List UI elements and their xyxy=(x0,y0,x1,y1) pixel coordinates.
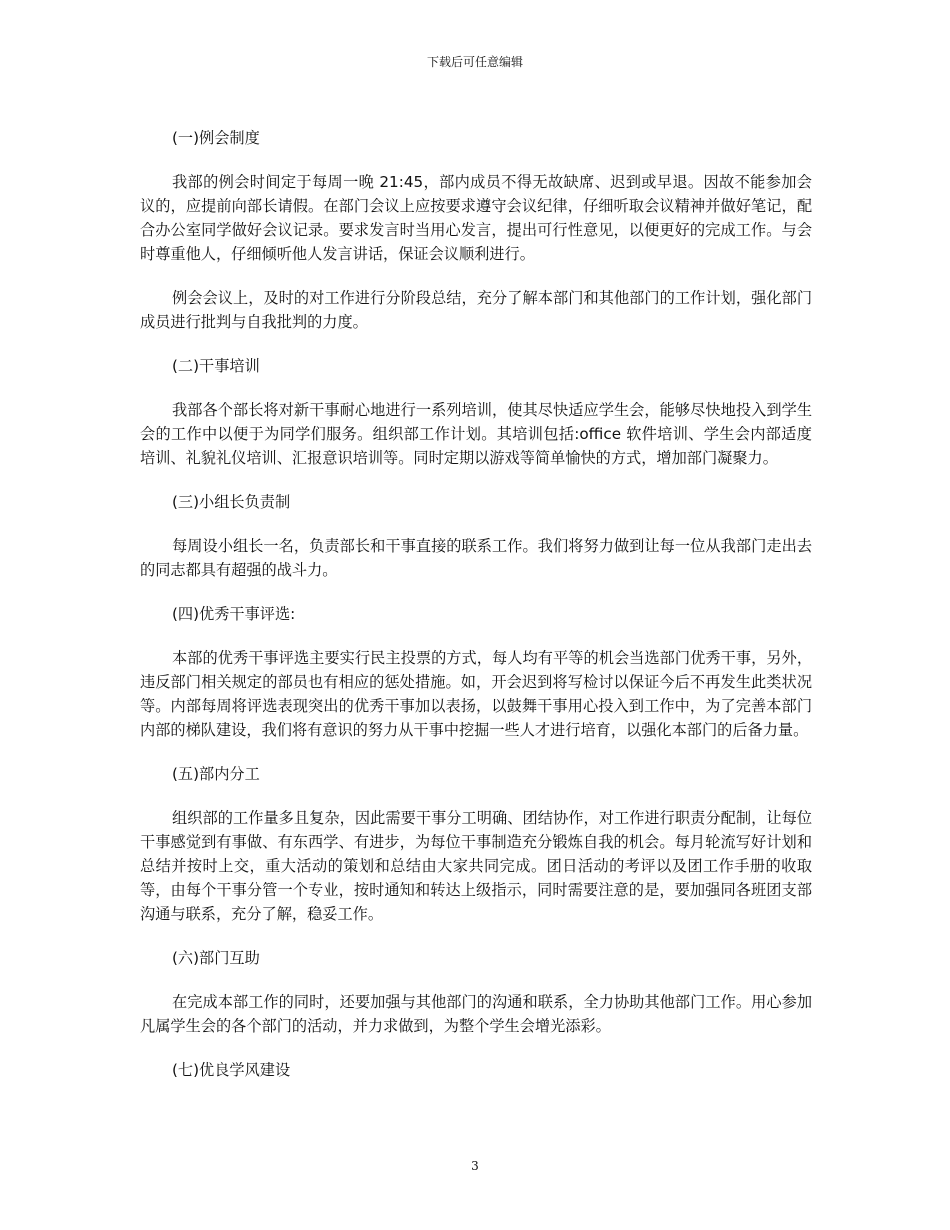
document-body xyxy=(140,126,812,1102)
section-regular-meeting xyxy=(140,126,812,334)
section-heading: (六)部门互助 xyxy=(172,949,260,967)
paragraph: 我部各个部长将对新干事耐心地进行一系列培训，使其尽快适应学生会，能够尽快地投入到学生会的工作中以便于为同学们服务。组织部工作计划。其培训包括:office 软件培训、学生会内部适度培训、礼貌礼仪培训、汇报意识培训等。同时定期以游戏等简单愉快的方式，增加部门凝聚力。 xyxy=(140,401,812,467)
section-excellent-staff xyxy=(140,602,812,742)
paragraph: 本部的优秀干事评选主要实行民主投票的方式，每人均有平等的机会当选部门优秀干事，另外，违反部门相关规定的部员也有相应的惩处措施。如，开会迟到将写检讨以保证今后不再发生此类状况等。内部每周将评选表现突出的优秀干事加以表扬，以鼓舞干事用心投入到工作中，为了完善本部门内部的梯队建设，我们将有意识的努力从干事中挖掘一些人才进行培育，以强化本部门的后备力量。 xyxy=(140,649,812,739)
paragraph: 每周设小组长一名，负责部长和干事直接的联系工作。我们将努力做到让每一位从我部门走出去的同志都具有超强的战斗力。 xyxy=(140,537,812,579)
section-heading: (一)例会制度 xyxy=(172,129,260,147)
section-mutual-assistance xyxy=(140,946,812,1038)
paragraph: 组织部的工作量多且复杂，因此需要干事分工明确、团结协作，对工作进行职责分配制，让每位干事感觉到有事做、有东西学、有进步，为每位干事制造充分锻炼自我的机会。每月轮流写好计划和总结并按时上交，重大活动的策划和总结由大家共同完成。团日活动的考评以及团工作手册的收取等，由每个干事分管一个专业，按时通知和转达上级指示，同时需要注意的是，要加强同各班团支部沟通与联系，充分了解，稳妥工作。 xyxy=(140,809,812,923)
section-division-of-labor xyxy=(140,762,812,926)
section-heading: (七)优良学风建设 xyxy=(172,1061,291,1079)
section-heading: (三)小组长负责制 xyxy=(172,493,291,511)
section-study-atmosphere xyxy=(140,1058,812,1082)
paragraph: 在完成本部工作的同时，还要加强与其他部门的沟通和联系，全力协助其他部门工作。用心参加凡属学生会的各个部门的活动，并力求做到，为整个学生会增光添彩。 xyxy=(140,993,812,1035)
section-group-leader xyxy=(140,490,812,582)
section-heading: (四)优秀干事评选: xyxy=(172,605,296,623)
section-heading: (二)干事培训 xyxy=(172,357,260,375)
paragraph: 我部的例会时间定于每周一晚 21:45，部内成员不得无故缺席、迟到或早退。因故不能参加会议的，应提前向部长请假。在部门会议上应按要求遵守会议纪律，仔细听取会议精神并做好笔记，配合办公室同学做好会议记录。要求发言时当用心发言，提出可行性意见，以便更好的完成工作。与会时尊重他人，仔细倾听他人发言讲话，保证会议顺利进行。 xyxy=(140,173,812,263)
section-heading: (五)部内分工 xyxy=(172,765,260,783)
page-number: 3 xyxy=(471,1159,479,1173)
page-header: 下载后可任意编辑 xyxy=(426,55,523,69)
section-staff-training xyxy=(140,354,812,470)
paragraph: 例会会议上，及时的对工作进行分阶段总结，充分了解本部门和其他部门的工作计划，强化部门成员进行批判与自我批判的力度。 xyxy=(140,289,812,331)
